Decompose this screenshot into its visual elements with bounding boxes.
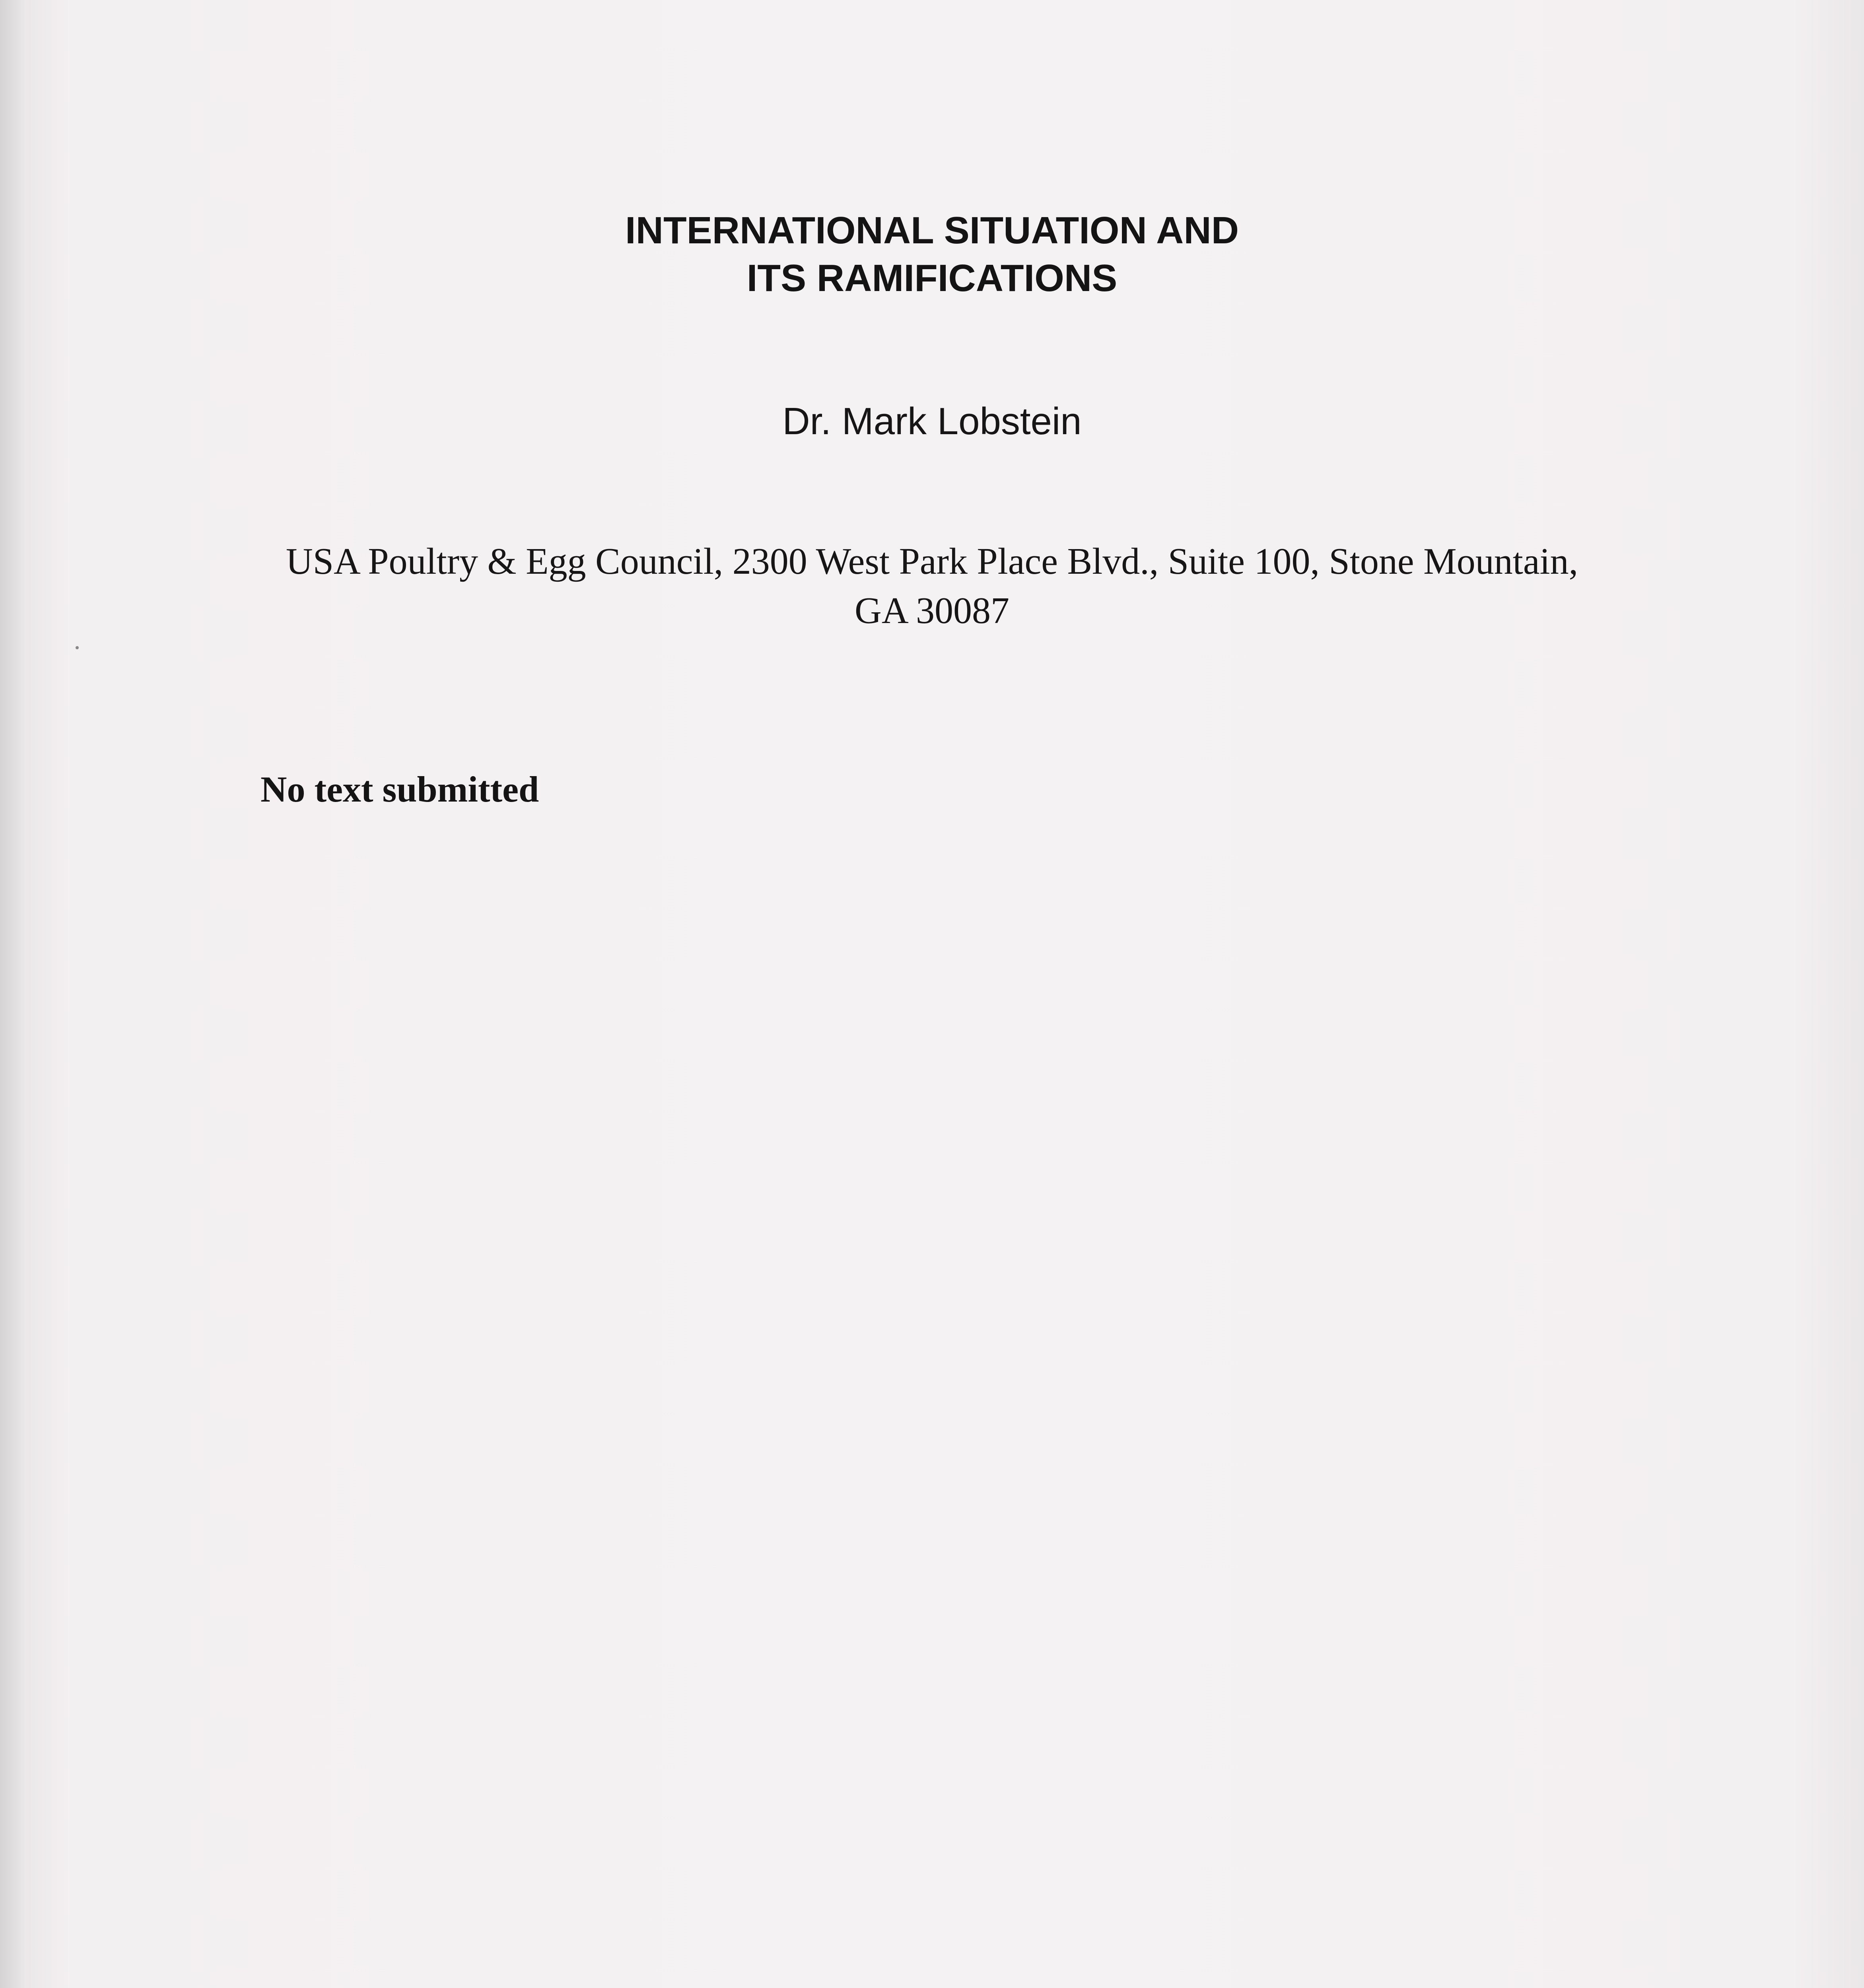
title-line-1: INTERNATIONAL SITUATION AND [625,209,1239,252]
document-title [0,207,1864,302]
paper-speck [76,646,79,649]
title-line-2: ITS RAMIFICATIONS [746,257,1118,299]
affiliation-line-1: USA Poultry & Egg Council, 2300 West Park Place Blvd., Suite 100, Stone Mountain, [286,541,1578,582]
affiliation-line-2: GA 30087 [854,590,1010,631]
author-affiliation [0,537,1864,635]
no-text-note: No text submitted [260,769,539,810]
author-name: Dr. Mark Lobstein [782,400,1082,443]
